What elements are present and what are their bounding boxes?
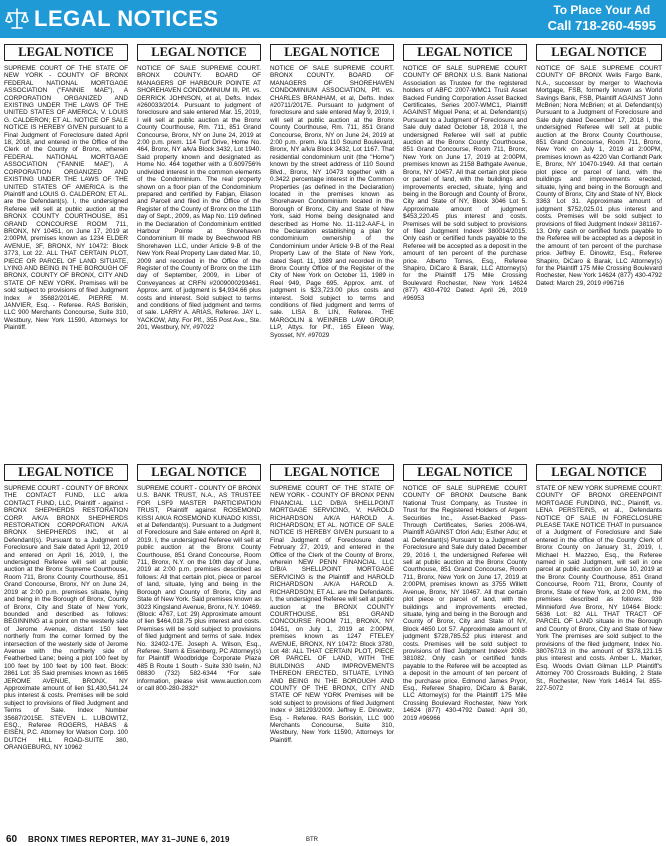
- publication-code: BTR: [306, 837, 318, 843]
- scales-of-justice-icon: [4, 6, 30, 32]
- legal-notice: [270, 44, 394, 458]
- section-title: LEGAL NOTICES: [34, 6, 219, 31]
- notice-heading: LEGAL NOTICE: [137, 44, 261, 61]
- legal-notice: [137, 464, 261, 832]
- notice-heading: LEGAL NOTICE: [403, 44, 527, 61]
- publication-line: BRONX TIMES REPORTER, MAY 31–JUNE 6, 2019: [28, 835, 230, 844]
- place-ad-phone[interactable]: Call 718-260-4595: [547, 18, 656, 33]
- notice-body: STATE OF NEW YORK SUPREME COURT: COUNTY OF BRONX GREENPOINT MORTGAGE FUNDING, INC., Plaintiff, vs. LENA PERSTEINS, et al., Defendants NOTICE OF SALE IN FORECLOSURE PLEASE TAKE NOTICE THAT In pursuance of a Judgment of Foreclosure and Sale entered in the office of the County Clerk of Bronx County on January 31, 2019, I, Michael H. Mazzeo, Esq., the Referee named in said Judgment, will sell in one parcel at public auction on June 10, 2019 at the Bronx County Courthouse, 851 Grand Concourse, Room 711, Bronx, County of Bronx, State of New York, at 2:00 P.M., the premises described as follows: 939 Minnieford Ave Bronx, NY 10464 Block: 5636 Lot: 82 ALL THAT TRACT OF PARCEL OF LAND situate in the Borough and County of Bronx, City and State of New York The premises are sold subject to the provisions of the filed judgment, Index No. 380767/13 in the amount of $378,121.15 plus interest and costs. Amber L. Marker, Esq. Woods Oviatt Gilman LLP Plaintiff's Attorney 700 Crossroads Building, 2 State St., Rochester, New York 14614 Tel. 855-227-5072: [536, 485, 662, 692]
- notice-heading: LEGAL NOTICE: [270, 44, 394, 61]
- legal-notice: [403, 464, 527, 832]
- notice-heading: LEGAL NOTICE: [4, 44, 128, 61]
- notice-body: NOTICE OF SALE SUPREME COURT. BRONX COUNTY. BOARD OF MANAGERS OF HARBOUR POINTE AT SHOREHAVEN CONDOMINIUM III, Plf. vs. DERRICK JOHNSON, et al, Defts. Index #260033/2014. Pursuant to judgment of foreclosure and sale entered Mar. 15, 2019, I will sell at public auction at the Bronx County Courthouse, Rm. 711, 851 Grand Concourse, Bronx, NY on June 24, 2019 at 2:00 p.m. prem. 114 Turf Drive, Home No. 464, Bronx, NY a/k/a Block 3432, Lot 1940. Said property known and designated as Home No. 464 together with a 0.609756% undivided interest in the common elements of the Condominium. The real property shown on a floor plan of the Condominium prepared and certified by Fabjan, Eliason and Parcell and filed in the Office of the Register of the County of Bronx on the 11th day of Sept., 2009, as Map No. 119 defined in the Declaration of Condominium entitled Harbour Pointe at Shorehaven Condominium III made by Beechwood RB Shorehaven LLC, under Article 9-B of the New York Real Property Law dated Mar. 10, 2009 and recorded in the Office of the Register of the County of Bronx on the 11th day of September, 2009, in Liber of Conveyances at CRFN #2009000293461. Approx. amt. of judgment is $4,934.66 plus costs and interest. Sold subject to terms and conditions of filed judgment and terms of sale. LARRY A. ARIAS, Referee. JAY L. YACKOW, Atty. For Plf., 355 Post Ave., Ste. 201, Westbury, NY, #97022: [137, 65, 261, 332]
- legal-notice: [536, 464, 662, 832]
- notice-body: NOTICE OF SALE SUPREME COURT. BRONX COUNTY. BOARD OF MANAGERS OF SHOREHAVEN CONDOMINIUM ASSOCIATION, Plf. vs. CHARLES BRANHAM, et al, Defts. Index #20711/2017E. Pursuant to judgment of foreclosure and sale entered May 9, 2019, I will sell at public auction at the Bronx County Courthouse, Rm. 711, 851 Grand Concourse, Bronx, NY on June 24, 2019 at 2:00 p.m. prem. k/a 110 Sound Boulevard, Bronx, NY a/k/a Block 3432, Lot 1167. That residential condominium unit (the "Home") known by the street address of 110 Sound Blvd., Bronx, NY 10473 together with a 0.3422 percentage interest in the Common Properties (as defined in the Declaration) located in the premises known as Shorehaven Condominium located in the Borough of Bronx, City and State of New York, said Home being designated and described as Home No. 11-112-AAF-L in the Declaration establishing a plan for condominium ownership of the Condominium under Article 9-B of the Real Property Law of the State of New York, dated Sept. 11, 1989 and recorded in the Bronx County Office of the Register of the City of New York on October 11, 1989 in Reel 949, Page 695. Approx. amt. of judgment is $23,723.00 plus costs and interest. Sold subject to terms and conditions of filed judgment and terms of sale. LISA B. LIN, Referee. THE MARGOLIN & WEINREB LAW GROUP, LLP, Attys. for Plf., 165 Eileen Way, Syosset, NY. #97029: [270, 65, 394, 339]
- notice-heading: LEGAL NOTICE: [270, 464, 394, 481]
- legal-notice: [4, 44, 128, 458]
- page-footer: [0, 834, 666, 846]
- legal-notice: [270, 464, 394, 832]
- legal-notice: [4, 464, 128, 832]
- page-number: 60: [6, 834, 18, 845]
- notice-heading: LEGAL NOTICE: [536, 464, 662, 481]
- legal-notice: [137, 44, 261, 458]
- notice-heading: LEGAL NOTICE: [4, 464, 128, 481]
- notice-heading: LEGAL NOTICE: [536, 44, 662, 61]
- notice-body: NOTICE OF SALE SUPREME COURT COUNTY OF BRONX U.S. Bank National Association as Trustee for the registered holders of ABFC 2007-WMC1 Trust Asset Backed Funding Corporation Asset Backed Certificates, Series 2007-WMC1, Plaintiff AGAINST Miguel Pena; et al. Defendant(s) Pursuant to a Judgment of Foreclosure and Sale duly dated October 18, 2018 I, the undersigned Referee will sell at public auction at the Bronx County Courthouse, 851 Grand Concourse, Room 711, Bronx, New York on June 17, 2019 at 2:00PM, premises known as 2158 Bathgate Avenue, Bronx, NY 10457. All that certain plot piece or parcel of land, with the buildings and improvements erected, situate, lying and being in the Borough and County of Bronx, City and State of NY, Block 3046 Lot 5. Approximate amount of judgment $453,220.45 plus interest and costs. Premises will be sold subject to provisions of filed Judgment Index# 380014/2015. Only cash or certified funds payable to the Referee will be accepted as a deposit in the amount of ten percent of the purchase price. Alberto Torres, Esq., Referee Shapiro, DiCaro & Barak, LLC Attorney(s) for the Plaintiff 175 Mile Crossing Boulevard Rochester, New York 14624 (877) 430-4792 Dated: April 26, 2019 #96953: [403, 65, 527, 302]
- notice-body: NOTICE OF SALE SUPREME COURT COUNTY OF BRONX Wells Fargo Bank, N.A., successor by merger to Wachovia Mortgage, FSB, formerly known as World Savings Bank, FSB, Plaintiff AGAINST John McBrien; Nora McBrien; et al. Defendant(s) Pursuant to a Judgment of Foreclosure and Sale duly dated December 17, 2018 I, the undersigned Referee will sell at public auction at the Bronx County Courthouse, 851 Grand Concourse, Room 711, Bronx, New York on July 1, 2019 at 2:00PM, premises known as 4220 Van Cortlandt Park E, Bronx, NY 10470-1949. All that certain plot piece or parcel of land, with the buildings and improvements erected, situate, lying and being in the Borough and County of Bronx, City and State of NY, Block 3363 Lot 31. Approximate amount of judgment $752,025.01 plus interest and costs. Premises will be sold subject to provisions of filed Judgment Index# 381167-13. Only cash or certified funds payable to the Referee will be accepted as a deposit in the amount of ten percent of the purchase price. Jeffrey E. Dinowitz, Esq., Referee Shapiro, DiCaro & Barak, LLC Attorney(s) for the Plaintiff 175 Mile Crossing Boulevard Rochester, New York 14624 (877) 430-4792 Dated: March 29, 2019 #96716: [536, 65, 662, 287]
- notice-body: SUPREME COURT - COUNTY OF BRONX THE CONTACT FUND, LLC a/k/a CONTACT FUND, LLC, Plaintiff - against - BRONX SHEPHERDS RESTORATION CORP. A/K/A BRONX SHEPHERDS RESTORATION CORPORATION A/K/A BRONX SHEPHERDS INC, et al Defendant(s). Pursuant to a Judgment of Foreclosure and Sale dated April 12, 2019 and entered on April 16, 2019, I, the undersigned Referee will sell at public auction at the Bronx Supreme Courthouse, Room 711, Bronx County Courthouse, 851 Grand Concourse, Bronx, NY on June 24, 2019 at 2:00 p.m. premises situate, lying and being in the Borough of Bronx, County of Bronx, City and State of New York, bounded and described as follows: BEGINNING at a point on the westerly side of Jerome Avenue, distant 150 feet northerly from the corner formed by the intersection of the westerly side of Jerome Avenue with the northerly side of Featherbed Lane; being a plot 100 feet by 100 feet by 100 feet by 100 feet. Block: 2861 Lot: 35 Said premises known as 1665 JEROME AVENUE, BRONX, NY Approximate amount of lien $1,430,541.24 plus interest & costs. Premises will be sold subject to provisions of filed Judgment and Terms of Sale. Index Number 35687/2015E. STEVEN L. LUBOWITZ, ESQ., Referee ROGERS, HABAS & EISEN, P.C. Attorney for Watson Corp. 100 DUTCH HILL ROAD-SUITE 380, ORANGEBURG, NY 10962: [4, 485, 128, 752]
- notice-heading: LEGAL NOTICE: [137, 464, 261, 481]
- notice-body: NOTICE OF SALE SUPREME COURT COUNTY OF BRONX Deutsche Bank National Trust Company, as Trustee in Trust for the Registered Holders of Argent Securities Inc., Asset-Backed Pass-Through Certificates, Series 2006-W4, Plaintiff AGAINST Ofori Adu; Esther Adu; et al. Defendant(s) Pursuant to a Judgment of Foreclosure and Sale duly dated December 29, 2016 I, the undersigned Referee will sell at public auction at the Bronx County Courthouse, 851 Grand Concourse, Room 711, Bronx, New York on June 17, 2019 at 2:00PM, premises known as 3755 Willett Avenue, Bronx, NY 10467. All that certain plot piece or parcel of land, with the buildings and improvements erected, situate, lying and being in the Borough and County of Bronx, City and State of NY, Block 4650 Lot 57. Approximate amount of judgment $728,785.52 plus interest and costs. Premises will be sold subject to provisions of filed Judgment Index# 2008-381082. Only cash or certified funds payable to the Referee will be accepted as a deposit in the amount of ten percent of the purchase price. Edmond James Pryor, Esq., Referee Shapiro, DiCaro & Barak, LLC Attorney(s) for the Plaintiff 175 Mile Crossing Boulevard Rochester, New York 14624 (877) 430-4792 Dated: April 30, 2019 #96966: [403, 485, 527, 722]
- place-ad-label: To Place Your Ad: [553, 3, 651, 17]
- notice-body: SUPREME COURT - COUNTY OF BRONX U.S. BANK TRUST, N.A., AS TRUSTEE FOR LSF9 MASTER PARTICIPATION TRUST, Plaintiff against ROSEMOND KISSI A/K/A ROSEMOND KUNADO KISSI, et al Defendant(s). Pursuant to a Judgment of Foreclosure and Sale entered on April 8, 2019. I, the undersigned Referee will sell at public auction at the Bronx County Courthouse, 851 Grand Concourse, Room 711, Bronx, N.Y. on the 10th day of June, 2019 at 2:00 p.m. premises described as follows: All that certain plot, piece or parcel of land, situate, lying and being in the Borough and County of Bronx, City and State of New York. Said premises known as 3023 Kingsland Avenue, Bronx, N.Y. 10469. (Block: 4767, Lot: 29) Approximate amount of lien $464,018.75 plus interest and costs. Premises will be sold subject to provisions of filed judgment and terms of sale. Index No. 32402-17E. Joseph A. Wilson, Esq., Referee. Stern & Eisenberg, PC Attorney(s) for Plaintiff Woodbridge Corporate Plaza 485 B Route 1 South - Suite 330 Iselin, NJ 08830 (732) 582-6344 *For sale information, please visit www.auction.com or call 800-280-2832*: [137, 485, 261, 692]
- legal-notice: [536, 44, 662, 458]
- notice-heading: LEGAL NOTICE: [403, 464, 527, 481]
- notice-body: SUPREME COURT OF THE STATE OF NEW YORK - COUNTY OF BRONX PENN FINANCIAL LLC D/B/A SHELLPOINT MORTGAGE SERVICING, V. HAROLD RICHARDSON A/K/A HAROLD A. RICHARDSON; ET AL. NOTICE OF SALE NOTICE IS HEREBY GIVEN pursuant to a Final Judgment of Foreclosure dated February 27, 2019, and entered in the Office of the Clerk of the County of Bronx, wherein NEW PENN FINANCIAL LLC D/B/A SHELLPOINT MORTGAGE SERVICING is the Plaintiff and HAROLD RICHARDSON A/K/A HAROLD A. RICHARDSON; ET AL. are the Defendants. I, the undersigned Referee will sell at public auction at the BRONX COUNTY COURTHOUSE, 851 GRAND CONCOURSE ROOM 711, BRONX, NY 10451, on July 1, 2019 at 2:00PM, premises known as 1247 FTELEY AVENUE, BRONX, NY 10472: Block 3780, Lot 48: ALL THAT CERTAIN PLOT, PIECE OR PARCEL OF LAND, WITH THE BUILDINGS AND IMPROVEMENTS THEREON ERECTED, SITUATE, LYING AND BEING IN THE BOROUGH AND COUNTY OF THE BRONX, CITY AND STATE OF NEW YORK Premises will be sold subject to provisions of filed Judgment Index # 381293/2009. Jeffrey E. Dinowitz, Esq. - Referee. RAS Boriskin, LLC 900 Merchants Concourse, Suite 310, Westbury, New York 11590, Attorneys for Plaintiff.: [270, 485, 394, 744]
- section-header: [0, 0, 666, 38]
- place-ad-info: [548, 3, 656, 33]
- notice-body: SUPREME COURT OF THE STATE OF NEW YORK - COUNTY OF BRONX FEDERAL NATIONAL MORTGAGE ASSOCIATION ("FANNIE MAE"), A CORPORATION ORGANIZED AND EXISTING UNDER THE LAWS OF THE UNITED STATES OF AMERICA, V. LOUIS G. CALDERON; ET AL. NOTICE OF SALE NOTICE IS HEREBY GIVEN pursuant to a Final Judgment of Foreclosure dated April 18, 2018, and entered in the Office of the Clerk of the County of Bronx, wherein FEDERAL NATIONAL MORTGAGE ASSOCIATION ("FANNIE MAE"), A CORPORATION ORGANIZED AND EXISTING UNDER THE LAWS OF THE UNITED STATES OF AMERICA is the Plaintiff and LOUIS G. CALDERON; ET AL. are the Defendant(s). I, the undersigned Referee will sell at public auction at the BRONX COUNTY COURTHOUSE, 851 GRAND CONCOURSE ROOM 711, BRONX, NY 10451, on June 17, 2019 at 2:00PM, premises known as 1234 ELDER AVENUE, 3F, BRONX, NY 10472: Block 3773, Lot 22. ALL THAT CERTAIN PLOT, PIECE OR PARCEL OF LAND SITUATE, LYING AND BEING IN THE BOROUGH OF BRONX, COUNTY OF BRONX, CITY AND STATE OF NEW YORK. Premises will be sold subject to provisions of filed Judgment Index # 35682/2014E. PIERRE M. JANVIER, Esq. - Referee. RAS Boriskin, LLC 900 Merchants Concourse, Suite 310, Westbury, New York 11590, Attorneys for Plaintiff.: [4, 65, 128, 332]
- legal-notice: [403, 44, 527, 458]
